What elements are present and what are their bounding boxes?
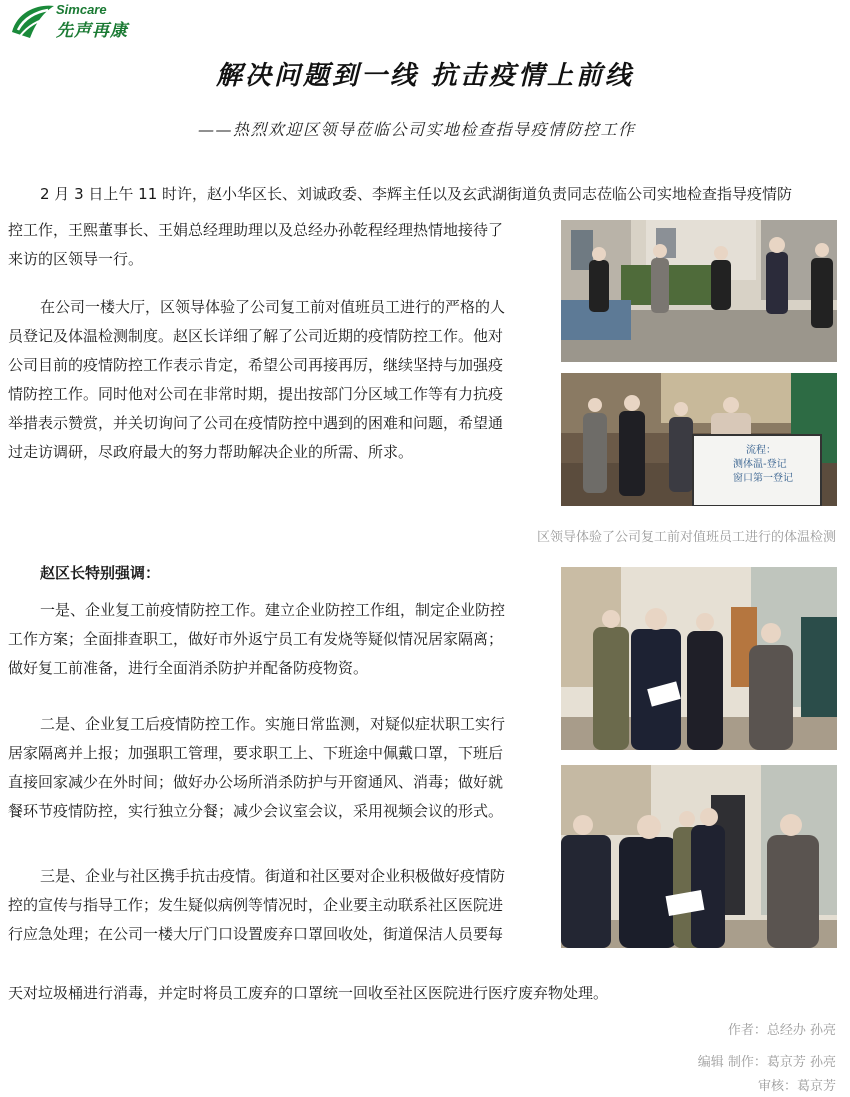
photo-hallway-discussion — [561, 765, 837, 948]
article-subtitle: ——热烈欢迎区领导莅临公司实地检查指导疫情防控工作 — [198, 120, 636, 139]
text-line: 做好复工前准备，进行全面消杀防护并配备防疫物资。 — [8, 659, 369, 677]
point-three-cont — [8, 979, 838, 1008]
point-three — [8, 862, 553, 949]
company-logo — [10, 2, 135, 42]
text-line: 餐环节疫情防控，实行独立分餐；减少会议室会议，采用视频会议的形式。 — [8, 802, 504, 820]
photo-hallway-inspection — [561, 567, 837, 750]
sign-line-3: 窗口第一登记 — [733, 473, 793, 484]
photo-caption: 区领导体验了公司复工前对值班员工进行的体温检测 — [536, 530, 836, 545]
sign-line-2: 测体温-登记 — [733, 459, 787, 470]
paragraph-intro — [40, 180, 840, 209]
credit-reviewer: 审核：葛京芳 — [757, 1079, 836, 1094]
text-line: 控的宣传与指导工作；发生疑似病例等情况时，企业要主动联系社区医院进 — [8, 896, 504, 914]
text-line: 来访的区领导一行。 — [8, 250, 144, 268]
text-line: 行应急处理；在公司一楼大厅门口设置废弃口罩回收处，街道保洁人员要每 — [8, 925, 504, 943]
logo-leaf-icon — [10, 2, 56, 42]
sign-line-1: 流程： — [746, 445, 776, 456]
text-line: 天对垃圾桶进行消毒，并定时将员工废弃的口罩统一回收至社区医院进行医疗废弃物处理。 — [8, 984, 609, 1002]
paragraph-intro-cont — [8, 216, 553, 274]
text-line: 控工作，王熙董事长、王娟总经理助理以及总经办孙乾程经理热情地接待了 — [8, 221, 504, 239]
text-line: 二是、企业复工后疫情防控工作。实施日常监测，对疑似症状职工实行 — [40, 715, 506, 733]
photo-lobby-registration — [561, 373, 837, 506]
text-line: 过走访调研，尽政府最大的努力帮助解决企业的所需、所求。 — [8, 443, 414, 461]
text-line: 公司目前的疫情防控工作表示肯定，希望公司再接再厉，继续坚持与加强疫 — [8, 356, 504, 374]
text-line: 居家隔离并上报；加强职工管理，要求职工上、下班途中佩戴口罩，下班后 — [8, 744, 504, 762]
text-line: 情防控工作。同时他对公司在非常时期，提出按部门分区域工作等有力抗疫 — [8, 385, 504, 403]
credit-author: 作者：总经办 孙亮 — [727, 1023, 836, 1038]
text-line: 在公司一楼大厅，区领导体验了公司复工前对值班员工进行的严格的人 — [40, 298, 506, 316]
paragraph-lobby — [8, 293, 553, 467]
point-two — [8, 710, 553, 826]
logo-chinese: 先声再康 — [56, 21, 128, 41]
text-line: 员登记及体温检测制度。赵区长详细了解了公司近期的疫情防控工作。他对 — [8, 327, 504, 345]
article-title: 解决问题到一线 抗击疫情上前线 — [215, 61, 635, 91]
point-one — [8, 596, 553, 683]
emphasis-heading: 赵区长特别强调： — [40, 564, 161, 582]
logo-english: Simcare — [56, 2, 107, 17]
photo-courtyard-visit — [561, 220, 837, 362]
text-line: 举措表示赞赏，并关切询问了公司在疫情防控中遇到的困难和问题，希望通 — [8, 414, 504, 432]
text-line: 一是、企业复工前疫情防控工作。建立企业防控工作组，制定企业防控 — [40, 601, 506, 619]
text-line: 三是、企业与社区携手抗击疫情。街道和社区要对企业积极做好疫情防 — [40, 867, 506, 885]
text-line: 工作方案；全面排查职工，做好市外返宁员工有发烧等疑似情况居家隔离； — [8, 630, 504, 648]
text-line: 2 月 3 日上午 11 时许，赵小华区长、刘诚政委、李辉主任以及玄武湖街道负责同志莅临公司实地检查指导疫情防 — [40, 185, 793, 203]
text-line: 直接回家减少在外时间；做好办公场所消杀防护与开窗通风、消毒；做好就 — [8, 773, 504, 791]
credit-editor: 编辑 制作：葛京芳 孙亮 — [697, 1055, 836, 1070]
